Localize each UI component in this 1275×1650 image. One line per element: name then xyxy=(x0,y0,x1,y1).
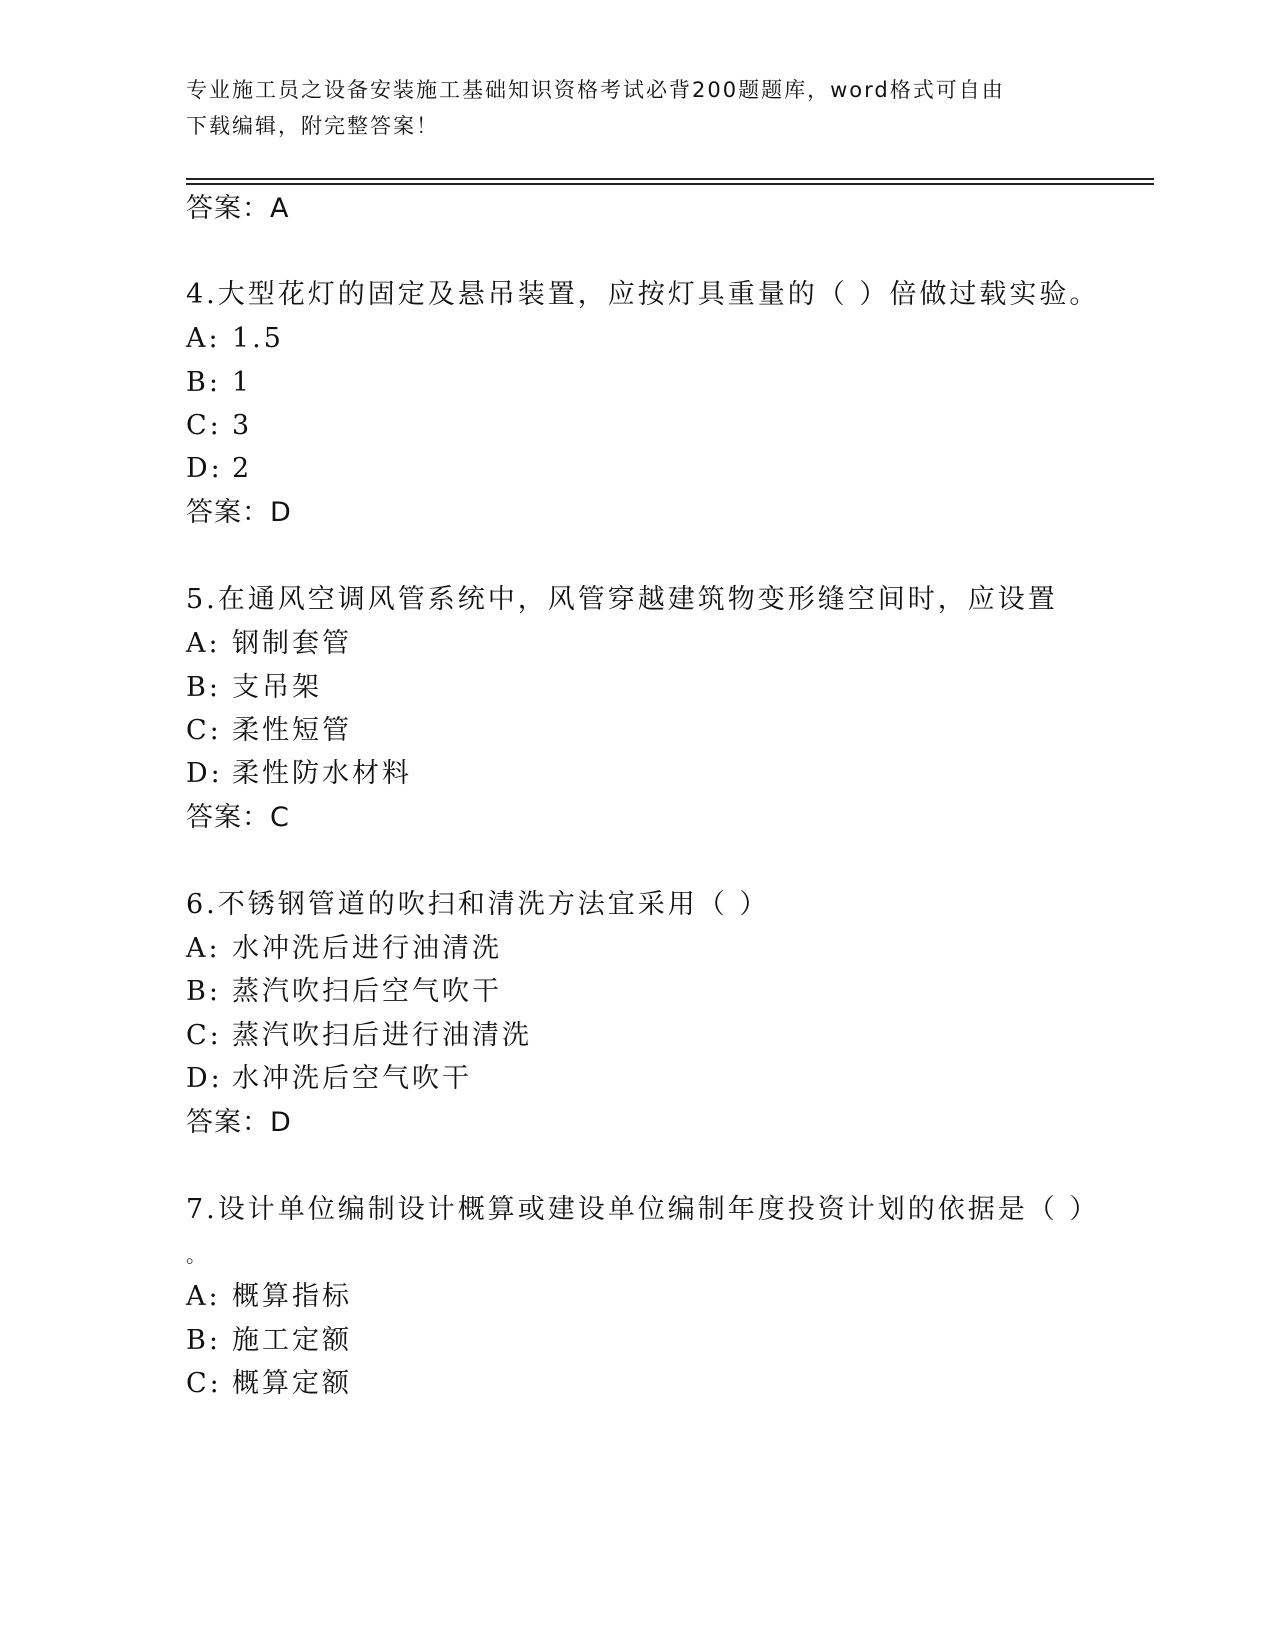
question-4-option-b xyxy=(186,366,252,400)
question-4-option-a xyxy=(186,322,284,356)
question-5-option-a xyxy=(186,627,352,661)
question-7-option-a xyxy=(186,1280,352,1314)
question-5-option-d xyxy=(186,757,412,791)
question-4-option-c xyxy=(186,409,252,443)
option-text: 2 xyxy=(232,453,253,484)
option-key: C: xyxy=(186,1020,222,1051)
question-4-answer: 答案：D xyxy=(186,497,292,528)
option-text: 施工定额 xyxy=(232,1325,352,1356)
option-text: 蒸汽吹扫后空气吹干 xyxy=(232,976,502,1007)
option-key: C: xyxy=(186,410,222,441)
option-text: 3 xyxy=(232,410,253,441)
option-key: C: xyxy=(186,1368,222,1399)
option-text: 柔性短管 xyxy=(232,715,352,746)
question-6-option-a xyxy=(186,932,502,966)
header-divider-top xyxy=(186,178,1154,180)
question-6-stem: 6.不锈钢管道的吹扫和清洗方法宜采用（ ） xyxy=(186,889,770,920)
option-key: A: xyxy=(186,1281,221,1312)
option-text: 蒸汽吹扫后进行油清洗 xyxy=(232,1020,532,1051)
option-text: 概算指标 xyxy=(232,1281,352,1312)
option-key: C: xyxy=(186,715,222,746)
option-text: 支吊架 xyxy=(232,672,322,703)
header-line-1: 专业施工员之设备安装施工基础知识资格考试必背200题题库，word格式可自由 xyxy=(186,78,1005,102)
question-4-option-d xyxy=(186,452,252,486)
question-6-option-c xyxy=(186,1019,532,1053)
question-7-stem: 7.设计单位编制设计概算或建设单位编制年度投资计划的依据是（ ） xyxy=(186,1194,1100,1225)
question-5-answer: 答案：C xyxy=(186,802,290,833)
question-7-option-c xyxy=(186,1367,352,1401)
option-key: B: xyxy=(186,1325,221,1356)
option-key: D: xyxy=(186,758,223,789)
question-4-stem: 4.大型花灯的固定及悬吊装置，应按灯具重量的（ ）倍做过载实验。 xyxy=(186,279,1100,310)
question-5-stem: 5.在通风空调风管系统中，风管穿越建筑物变形缝空间时，应设置 xyxy=(186,584,1058,615)
option-text: 1.5 xyxy=(232,323,284,354)
option-text: 1 xyxy=(232,367,253,398)
option-key: B: xyxy=(186,672,221,703)
question-6-option-b xyxy=(186,975,502,1009)
option-text: 水冲洗后进行油清洗 xyxy=(232,933,502,964)
answer-prev: 答案：A xyxy=(186,193,290,224)
header-line-2: 下载编辑，附完整答案！ xyxy=(186,114,439,138)
option-text: 概算定额 xyxy=(232,1368,352,1399)
option-key: D: xyxy=(186,1063,223,1094)
option-text: 水冲洗后空气吹干 xyxy=(232,1063,472,1094)
option-key: B: xyxy=(186,976,221,1007)
question-5-option-c xyxy=(186,714,352,748)
header-divider-bottom xyxy=(186,183,1154,185)
option-key: D: xyxy=(186,453,223,484)
option-key: A: xyxy=(186,628,221,659)
option-key: A: xyxy=(186,933,221,964)
question-5-option-b xyxy=(186,671,322,705)
option-key: B: xyxy=(186,367,221,398)
question-7-stem-continuation: 。 xyxy=(186,1243,209,1267)
option-key: A: xyxy=(186,323,221,354)
option-text: 柔性防水材料 xyxy=(232,758,412,789)
question-7-option-b xyxy=(186,1324,352,1358)
document-header xyxy=(186,72,1066,144)
question-6-option-d xyxy=(186,1062,472,1096)
option-text: 钢制套管 xyxy=(232,628,352,659)
question-6-answer: 答案：D xyxy=(186,1107,292,1138)
